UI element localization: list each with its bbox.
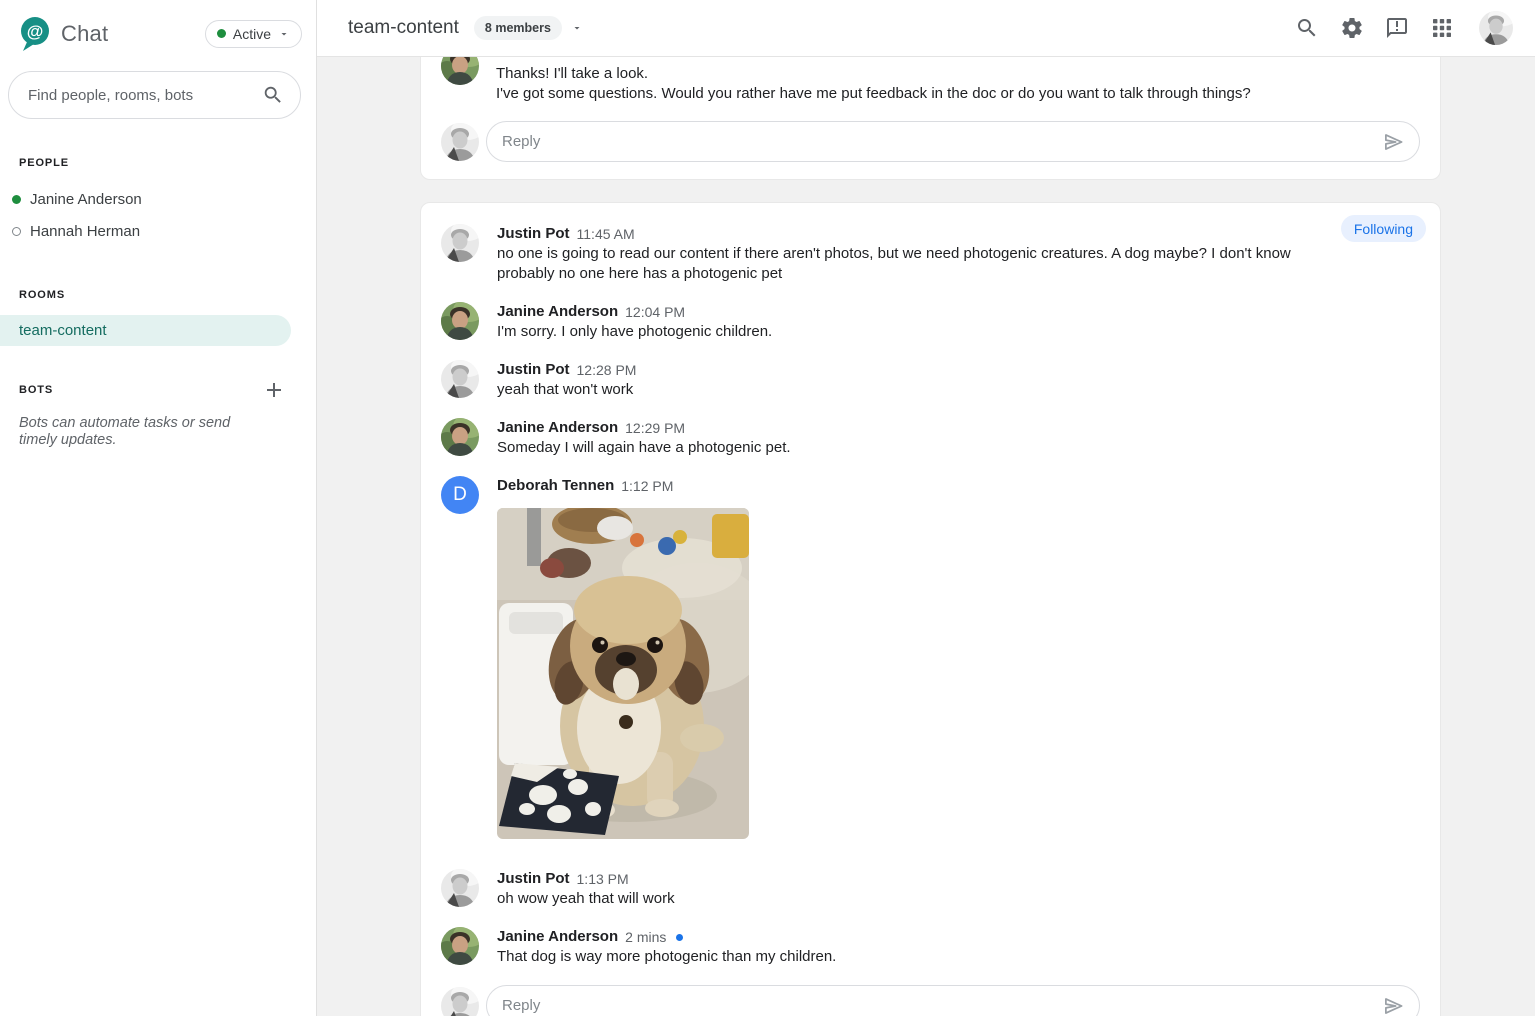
bots-section-label: BOTS [19,384,54,396]
unread-indicator-dot [676,934,683,941]
message [441,476,1420,851]
letter-avatar: D [441,476,479,514]
message-line: I've got some questions. Would you rather have me put feedback in the doc or do you want to talk through things? [496,85,1251,102]
message-line: Someday I will again have a photogenic pet. [497,439,791,456]
message-lines [496,57,1251,104]
message-timestamp: 12:29 PM [625,420,686,436]
svg-text:@: @ [26,22,44,41]
bots-section-header [19,378,286,402]
message-header [497,224,1291,244]
online-status-dot [217,29,226,38]
send-icon[interactable] [1381,129,1407,155]
message-group [441,57,1420,104]
message-body [497,476,749,851]
message-author: Deborah Tennen [497,477,615,494]
message-timestamp: 11:45 AM [576,226,635,242]
thread-card-previous [420,57,1441,180]
message-line: Thanks! I'll take a look. [496,65,649,82]
sidebar-person-janine-anderson[interactable] [0,183,316,215]
message-header [497,302,772,322]
message-body [497,224,1291,284]
message-author: Justin Pot [497,870,570,887]
message-header [497,869,675,889]
bots-hint-text: Bots can automate tasks or send timely updates. [19,415,231,448]
message [441,418,1420,458]
people-section-label: PEOPLE [19,157,70,169]
message-timestamp: 1:12 PM [621,478,674,494]
sidebar-search[interactable] [8,71,301,119]
message-timestamp: 12:28 PM [576,362,637,378]
message [441,927,1420,967]
message-timestamp: 1:13 PM [576,871,629,887]
message [441,869,1420,909]
avatar [441,927,479,965]
message-list [441,224,1420,967]
message-header [497,927,836,947]
offline-presence-dot [12,227,21,236]
chevron-down-icon [278,28,290,40]
room-menu-chevron-down-icon[interactable] [571,22,583,34]
message-author: Janine Anderson [497,419,619,436]
avatar [441,360,479,398]
feedback-icon[interactable] [1385,16,1409,40]
thread-card [420,202,1441,1016]
message-header [497,360,636,380]
message-author: Justin Pot [497,225,570,242]
settings-gear-icon[interactable] [1340,16,1364,40]
avatar [441,224,479,262]
person-name: Hannah Herman [30,222,141,240]
message-line: That dog is way more photogenic than my children. [497,948,837,965]
rooms-section-label: ROOMS [19,289,66,301]
reply-input[interactable] [502,997,1381,1014]
message-timestamp: 2 mins [625,929,667,945]
status-label: Active [232,25,271,42]
message-body [497,302,772,342]
message [441,302,1420,342]
reply-input[interactable] [502,133,1381,150]
message [441,360,1420,400]
search-icon[interactable] [262,84,284,106]
header-actions [1295,11,1513,45]
message-content [497,244,1291,284]
chat-logo-icon [18,15,52,52]
main-area [317,0,1535,1016]
message-content [497,508,749,839]
message-author: Justin Pot [497,361,570,378]
sidebar-header [0,0,316,52]
message-header [497,418,791,438]
following-badge[interactable]: Following [1341,215,1426,242]
message-content [497,380,636,400]
app-title: Chat [61,20,109,46]
message-timestamp: 12:04 PM [625,304,686,320]
message-body [497,360,636,400]
room-header [317,0,1535,57]
avatar [441,418,479,456]
message-content [497,438,791,458]
message-line: probably no one here has a photogenic pet [497,265,783,282]
reply-field[interactable] [486,121,1420,162]
message-body [497,418,791,458]
thread-reply-row [441,121,1420,162]
send-icon[interactable] [1381,993,1407,1016]
my-avatar [441,987,479,1016]
online-presence-dot [12,195,21,204]
message-line: oh wow yeah that will work [497,890,675,907]
message-content [497,322,772,342]
message-body [497,869,675,909]
thread-scroll-area[interactable] [317,57,1535,1016]
message-author: Janine Anderson [497,303,619,320]
thread-reply-row [441,985,1420,1016]
sidebar-person-hannah-herman[interactable] [0,215,316,247]
sidebar-room-team-content[interactable]: team-content [0,315,291,346]
dog-photo-attachment[interactable] [497,508,749,839]
avatar [441,57,479,85]
room-title: team-content [348,17,459,38]
sidebar [0,0,317,1016]
my-avatar [441,123,479,161]
presence-status-dropdown[interactable] [205,20,302,48]
account-avatar[interactable] [1479,11,1513,45]
message-body [497,927,836,967]
person-name: Janine Anderson [30,190,142,208]
avatar [441,302,479,340]
reply-field[interactable] [486,985,1420,1016]
rooms-list [0,315,316,346]
message [441,224,1420,284]
avatar [441,869,479,907]
message-author: Janine Anderson [497,928,619,945]
message-content [497,889,675,909]
search-icon[interactable] [1295,16,1319,40]
message-line: no one is going to read our content if there aren't photos, but we need photogenic creatures. A dog maybe? I don't know [497,245,1291,262]
add-bot-button[interactable] [262,378,286,402]
members-badge[interactable]: 8 members [474,16,562,40]
apps-grid-icon[interactable] [1430,16,1454,40]
message-content [497,947,836,967]
message-line: yeah that won't work [497,381,634,398]
people-list [0,183,316,247]
search-input[interactable] [28,87,262,104]
message-line: I'm sorry. I only have photogenic children. [497,323,773,340]
message-header [497,476,749,496]
